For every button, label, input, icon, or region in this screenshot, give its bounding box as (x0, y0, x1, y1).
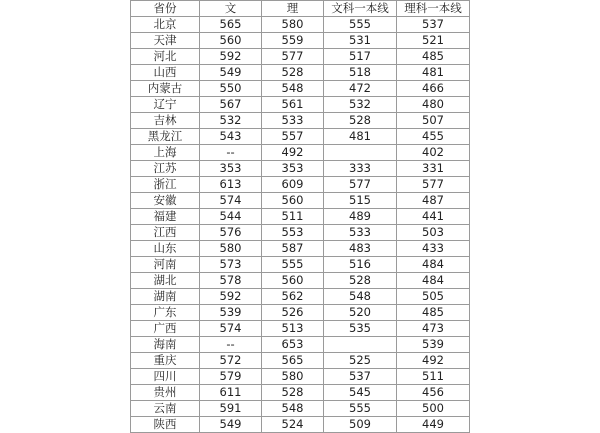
cell-science: 562 (262, 289, 324, 305)
cell-liberal-arts-cutoff: 333 (324, 161, 397, 177)
cell-science: 533 (262, 113, 324, 129)
cell-province: 黑龙江 (131, 129, 200, 145)
cell-liberal-arts-cutoff: 515 (324, 193, 397, 209)
table-row (131, 241, 470, 257)
table-row (131, 209, 470, 225)
cell-liberal-arts: 549 (200, 417, 262, 433)
table-row (131, 417, 470, 433)
cell-liberal-arts-cutoff: 520 (324, 305, 397, 321)
cell-liberal-arts-cutoff: 535 (324, 321, 397, 337)
cell-liberal-arts-cutoff: 517 (324, 49, 397, 65)
cell-science-cutoff: 492 (397, 353, 470, 369)
cell-province: 内蒙古 (131, 81, 200, 97)
header-science: 理 (262, 1, 324, 17)
cell-liberal-arts: -- (200, 145, 262, 161)
cell-province: 江西 (131, 225, 200, 241)
cell-liberal-arts: 549 (200, 65, 262, 81)
cell-liberal-arts: 574 (200, 321, 262, 337)
cell-science: 561 (262, 97, 324, 113)
cell-science: 560 (262, 193, 324, 209)
cell-science-cutoff: 456 (397, 385, 470, 401)
cell-science: 557 (262, 129, 324, 145)
header-science-cutoff: 理科一本线 (397, 1, 470, 17)
table-row (131, 65, 470, 81)
cell-science-cutoff: 481 (397, 65, 470, 81)
cell-province: 广东 (131, 305, 200, 321)
cell-province: 浙江 (131, 177, 200, 193)
cell-liberal-arts-cutoff: 532 (324, 97, 397, 113)
cell-science: 565 (262, 353, 324, 369)
cell-science: 548 (262, 401, 324, 417)
cell-science-cutoff: 485 (397, 49, 470, 65)
cell-liberal-arts: 565 (200, 17, 262, 33)
cell-science: 555 (262, 257, 324, 273)
cell-liberal-arts: 572 (200, 353, 262, 369)
cell-province: 北京 (131, 17, 200, 33)
cell-science: 528 (262, 385, 324, 401)
cell-science-cutoff: 449 (397, 417, 470, 433)
cell-province: 吉林 (131, 113, 200, 129)
cell-science-cutoff: 433 (397, 241, 470, 257)
cell-province: 上海 (131, 145, 200, 161)
header-liberal-arts-cutoff: 文科一本线 (324, 1, 397, 17)
cell-science-cutoff: 539 (397, 337, 470, 353)
table-row (131, 369, 470, 385)
cell-science-cutoff: 473 (397, 321, 470, 337)
cell-science: 560 (262, 273, 324, 289)
cell-liberal-arts: 576 (200, 225, 262, 241)
cell-liberal-arts: 567 (200, 97, 262, 113)
cell-liberal-arts: 550 (200, 81, 262, 97)
cell-science: 528 (262, 65, 324, 81)
cell-province: 湖北 (131, 273, 200, 289)
cell-science-cutoff: 507 (397, 113, 470, 129)
cell-liberal-arts-cutoff: 528 (324, 113, 397, 129)
cell-science-cutoff: 484 (397, 273, 470, 289)
cell-science-cutoff: 441 (397, 209, 470, 225)
cell-science-cutoff: 331 (397, 161, 470, 177)
table-row (131, 33, 470, 49)
cell-province: 辽宁 (131, 97, 200, 113)
cell-liberal-arts-cutoff: 533 (324, 225, 397, 241)
cell-liberal-arts: 613 (200, 177, 262, 193)
score-table (130, 0, 470, 433)
cell-science-cutoff: 455 (397, 129, 470, 145)
cell-liberal-arts-cutoff: 509 (324, 417, 397, 433)
cell-science-cutoff: 537 (397, 17, 470, 33)
cell-science-cutoff: 577 (397, 177, 470, 193)
table-row (131, 81, 470, 97)
table-row (131, 225, 470, 241)
table-row (131, 289, 470, 305)
cell-science: 577 (262, 49, 324, 65)
cell-liberal-arts-cutoff: 555 (324, 17, 397, 33)
table-row (131, 97, 470, 113)
cell-liberal-arts: 532 (200, 113, 262, 129)
cell-science-cutoff: 466 (397, 81, 470, 97)
cell-science: 580 (262, 369, 324, 385)
cell-province: 重庆 (131, 353, 200, 369)
cell-liberal-arts-cutoff: 472 (324, 81, 397, 97)
cell-science-cutoff: 485 (397, 305, 470, 321)
table-row (131, 145, 470, 161)
cell-science-cutoff: 500 (397, 401, 470, 417)
header-row (131, 1, 470, 17)
cell-liberal-arts: 573 (200, 257, 262, 273)
table-row (131, 193, 470, 209)
cell-science-cutoff: 521 (397, 33, 470, 49)
cell-science-cutoff: 505 (397, 289, 470, 305)
table-row (131, 161, 470, 177)
table-row (131, 177, 470, 193)
table-row (131, 305, 470, 321)
table-row (131, 385, 470, 401)
cell-science-cutoff: 511 (397, 369, 470, 385)
cell-province: 江苏 (131, 161, 200, 177)
cell-liberal-arts-cutoff: 489 (324, 209, 397, 225)
cell-liberal-arts: 353 (200, 161, 262, 177)
cell-province: 河北 (131, 49, 200, 65)
header-province: 省份 (131, 1, 200, 17)
cell-liberal-arts-cutoff (324, 337, 397, 353)
cell-science: 524 (262, 417, 324, 433)
table-row (131, 401, 470, 417)
cell-liberal-arts: 544 (200, 209, 262, 225)
cell-science: 548 (262, 81, 324, 97)
cell-province: 安徽 (131, 193, 200, 209)
cell-science-cutoff: 480 (397, 97, 470, 113)
cell-liberal-arts-cutoff: 483 (324, 241, 397, 257)
cell-science: 513 (262, 321, 324, 337)
cell-science: 492 (262, 145, 324, 161)
cell-liberal-arts: 592 (200, 49, 262, 65)
cell-science-cutoff: 487 (397, 193, 470, 209)
cell-liberal-arts-cutoff: 531 (324, 33, 397, 49)
cell-science-cutoff: 503 (397, 225, 470, 241)
cell-liberal-arts: 574 (200, 193, 262, 209)
cell-liberal-arts: -- (200, 337, 262, 353)
cell-science: 580 (262, 17, 324, 33)
cell-liberal-arts-cutoff: 537 (324, 369, 397, 385)
table-row (131, 273, 470, 289)
cell-science: 553 (262, 225, 324, 241)
table-row (131, 129, 470, 145)
cell-province: 四川 (131, 369, 200, 385)
cell-liberal-arts: 560 (200, 33, 262, 49)
score-table-container (130, 0, 469, 431)
cell-liberal-arts-cutoff: 528 (324, 273, 397, 289)
cell-liberal-arts-cutoff: 481 (324, 129, 397, 145)
cell-liberal-arts: 611 (200, 385, 262, 401)
cell-liberal-arts-cutoff: 577 (324, 177, 397, 193)
table-row (131, 353, 470, 369)
table-row (131, 257, 470, 273)
header-liberal-arts: 文 (200, 1, 262, 17)
cell-science: 353 (262, 161, 324, 177)
cell-province: 贵州 (131, 385, 200, 401)
cell-science: 653 (262, 337, 324, 353)
cell-liberal-arts: 579 (200, 369, 262, 385)
cell-province: 湖南 (131, 289, 200, 305)
cell-liberal-arts-cutoff: 525 (324, 353, 397, 369)
cell-science: 609 (262, 177, 324, 193)
cell-province: 陕西 (131, 417, 200, 433)
cell-science-cutoff: 402 (397, 145, 470, 161)
cell-province: 河南 (131, 257, 200, 273)
cell-liberal-arts-cutoff: 516 (324, 257, 397, 273)
cell-province: 云南 (131, 401, 200, 417)
table-row (131, 321, 470, 337)
cell-liberal-arts: 543 (200, 129, 262, 145)
cell-province: 天津 (131, 33, 200, 49)
cell-liberal-arts-cutoff: 545 (324, 385, 397, 401)
cell-science: 559 (262, 33, 324, 49)
cell-province: 山东 (131, 241, 200, 257)
cell-liberal-arts: 578 (200, 273, 262, 289)
cell-liberal-arts: 592 (200, 289, 262, 305)
cell-liberal-arts-cutoff: 518 (324, 65, 397, 81)
cell-liberal-arts: 591 (200, 401, 262, 417)
cell-liberal-arts-cutoff (324, 145, 397, 161)
table-row (131, 17, 470, 33)
cell-liberal-arts-cutoff: 548 (324, 289, 397, 305)
table-row (131, 49, 470, 65)
cell-liberal-arts: 580 (200, 241, 262, 257)
cell-province: 山西 (131, 65, 200, 81)
cell-province: 福建 (131, 209, 200, 225)
table-row (131, 337, 470, 353)
cell-science: 587 (262, 241, 324, 257)
table-row (131, 113, 470, 129)
table-body (131, 17, 470, 433)
cell-province: 海南 (131, 337, 200, 353)
cell-science: 511 (262, 209, 324, 225)
cell-science: 526 (262, 305, 324, 321)
cell-liberal-arts-cutoff: 555 (324, 401, 397, 417)
cell-province: 广西 (131, 321, 200, 337)
cell-liberal-arts: 539 (200, 305, 262, 321)
cell-science-cutoff: 484 (397, 257, 470, 273)
